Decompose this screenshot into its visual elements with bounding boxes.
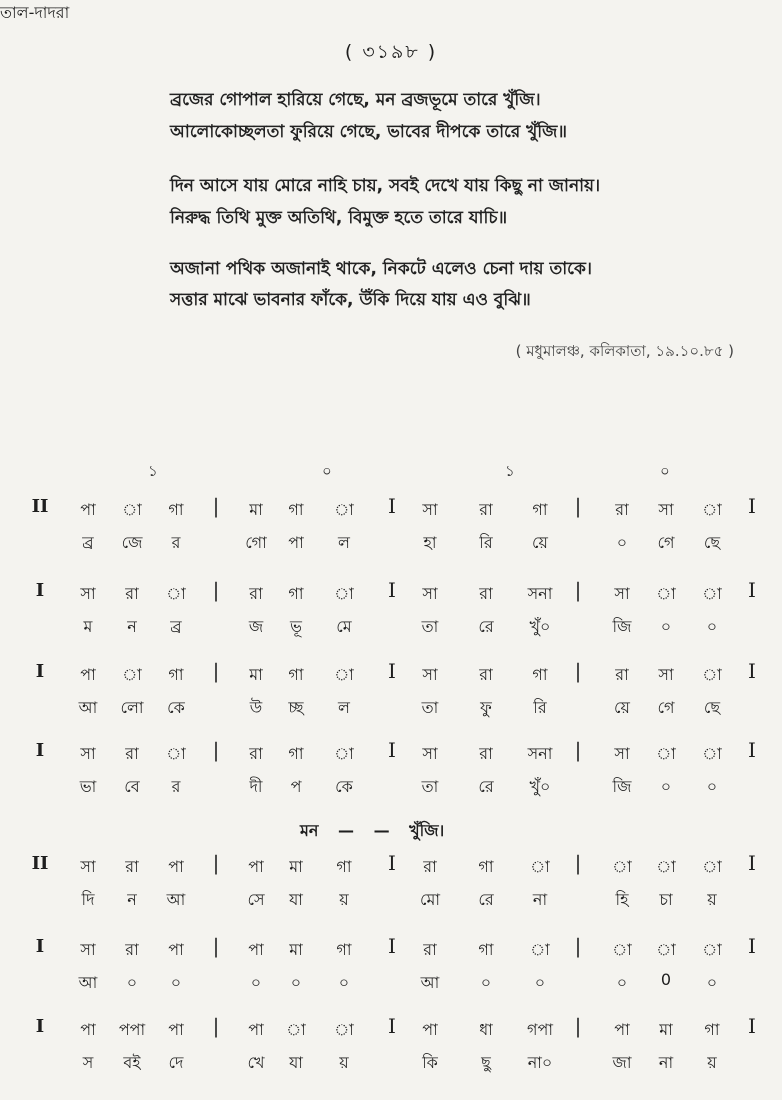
- lyric-syllable: জ: [248, 617, 264, 636]
- swara-note: সা: [422, 744, 438, 763]
- swara-note: া: [702, 857, 722, 876]
- row-marker: I: [35, 580, 45, 601]
- bar-separator: I: [748, 578, 756, 602]
- lyric-syllable: লো: [120, 698, 144, 717]
- swara-note: া: [702, 584, 722, 603]
- lyric-syllable: ল: [338, 533, 350, 552]
- swara-note: রা: [479, 744, 493, 763]
- verse-line: আলোকোচ্ছলতা ফুরিয়ে গেছে, ভাবের দীপকে তারে খুঁজি॥: [170, 122, 568, 142]
- swara-note: পা: [80, 500, 96, 519]
- swara-note: রা: [479, 584, 493, 603]
- lyric-syllable: স: [82, 1053, 94, 1072]
- verse-line: সত্তার মাঝে ভাবনার ফাঁকে, উঁকি দিয়ে যায় এও বুঝি॥: [170, 290, 531, 310]
- bar-separator: |: [574, 934, 582, 958]
- bar-separator: |: [574, 494, 582, 518]
- bar-separator: I: [388, 1014, 396, 1038]
- source-citation: ( মধুমালঞ্চ, কলিকাতা, ১৯.১০.৮৫ ): [515, 342, 734, 360]
- bar-separator: I: [388, 659, 396, 683]
- lyric-syllable: রে: [478, 617, 494, 636]
- lyric-syllable: য়: [339, 890, 349, 909]
- lyric-syllable: তা: [421, 698, 439, 717]
- bar-separator: I: [388, 738, 396, 762]
- lyric-syllable: হা: [423, 533, 437, 552]
- lyric-syllable: জা: [612, 1053, 632, 1072]
- swara-note: পা: [248, 857, 264, 876]
- lyric-syllable: আ: [166, 890, 186, 909]
- swara-note: গা: [704, 1020, 720, 1039]
- swara-note: সনা: [527, 744, 553, 763]
- swara-note: গা: [532, 500, 548, 519]
- swara-note: রা: [615, 665, 629, 684]
- lyric-syllable: আ: [78, 973, 98, 992]
- swara-note: রা: [125, 857, 139, 876]
- swara-note: সা: [614, 584, 630, 603]
- lyric-syllable: আ: [78, 698, 98, 717]
- swara-note: পপা: [118, 1020, 146, 1039]
- bar-separator: |: [574, 659, 582, 683]
- lyric-syllable: প: [290, 777, 302, 796]
- swara-note: সা: [658, 665, 674, 684]
- swara-note: পা: [168, 1020, 184, 1039]
- swara-note: রা: [125, 584, 139, 603]
- swara-note: মা: [249, 500, 263, 519]
- lyric-syllable: গে: [657, 533, 675, 552]
- lyric-syllable: খুঁ০: [529, 617, 551, 636]
- swara-note: া: [656, 744, 676, 763]
- swara-note: া: [656, 857, 676, 876]
- swara-note: রা: [249, 744, 263, 763]
- lyric-syllable: হি: [615, 890, 629, 909]
- swara-note: পা: [422, 1020, 438, 1039]
- lyric-syllable: ছে: [703, 533, 721, 552]
- swara-note: া: [334, 500, 354, 519]
- swara-note: রা: [615, 500, 629, 519]
- lyric-syllable: রে: [478, 777, 494, 796]
- lyric-syllable: ব্র: [82, 533, 94, 552]
- swara-note: া: [530, 857, 550, 876]
- swara-note: গা: [532, 665, 548, 684]
- lyric-syllable: ০: [660, 777, 672, 796]
- swara-note: সা: [614, 744, 630, 763]
- swara-note: া: [656, 940, 676, 959]
- bar-separator: I: [748, 851, 756, 875]
- swara-note: া: [122, 665, 142, 684]
- swara-note: রা: [479, 665, 493, 684]
- bar-separator: |: [212, 578, 220, 602]
- swara-note: া: [612, 940, 632, 959]
- lyric-syllable: আ: [420, 973, 440, 992]
- lyric-syllable: ফু: [480, 698, 492, 717]
- lyric-syllable: রে: [478, 890, 494, 909]
- lyric-syllable: ০: [660, 617, 672, 636]
- bar-separator: |: [212, 738, 220, 762]
- beat-marker: ১: [505, 462, 515, 480]
- lyric-syllable: ম: [83, 617, 93, 636]
- lyric-syllable: খুঁ০: [529, 777, 551, 796]
- swara-note: মা: [249, 665, 263, 684]
- swara-note: সা: [422, 500, 438, 519]
- bar-separator: I: [388, 851, 396, 875]
- swara-note: রা: [479, 500, 493, 519]
- lyric-syllable: দে: [168, 1053, 184, 1072]
- swara-note: া: [702, 665, 722, 684]
- page-number: ( ৩১৯৮ ): [344, 41, 438, 63]
- lyric-syllable: 0: [660, 970, 672, 989]
- lyric-syllable: ০: [706, 617, 718, 636]
- bar-separator: I: [388, 494, 396, 518]
- row-marker: I: [35, 936, 45, 957]
- lyric-syllable: ভা: [79, 777, 97, 796]
- lyric-syllable: ছে: [703, 698, 721, 717]
- lyric-syllable: ০: [706, 973, 718, 992]
- bar-separator: I: [748, 494, 756, 518]
- swara-note: া: [334, 1020, 354, 1039]
- bar-separator: |: [212, 1014, 220, 1038]
- swara-note: সা: [658, 500, 674, 519]
- lyric-syllable: সে: [247, 890, 265, 909]
- swara-note: া: [702, 500, 722, 519]
- beat-marker: ০: [660, 462, 670, 480]
- swara-note: রা: [249, 584, 263, 603]
- lyric-syllable: ০: [616, 973, 628, 992]
- lyric-syllable: উ: [249, 698, 263, 717]
- lyric-syllable: ০: [290, 973, 302, 992]
- lyric-syllable: রি: [533, 698, 547, 717]
- lyric-syllable: জি: [612, 777, 632, 796]
- swara-note: া: [530, 940, 550, 959]
- lyric-syllable: র: [171, 777, 181, 796]
- lyric-syllable: রি: [479, 533, 493, 552]
- swara-note: া: [702, 744, 722, 763]
- lyric-syllable: ০: [170, 973, 182, 992]
- lyric-syllable: না: [658, 1053, 674, 1072]
- swara-note: পা: [168, 857, 184, 876]
- swara-note: পা: [248, 940, 264, 959]
- refrain-line: মন — — খুঁজি।: [300, 821, 445, 840]
- swara-note: গা: [288, 744, 304, 763]
- lyric-syllable: না: [532, 890, 548, 909]
- lyric-syllable: চ্ছ: [288, 698, 304, 717]
- bar-separator: |: [212, 659, 220, 683]
- bar-separator: |: [574, 738, 582, 762]
- lyric-syllable: য়ে: [532, 533, 548, 552]
- lyric-syllable: ০: [534, 973, 546, 992]
- swara-note: রা: [423, 940, 437, 959]
- lyric-syllable: য়ে: [614, 698, 630, 717]
- lyric-syllable: তা: [421, 617, 439, 636]
- swara-note: মা: [289, 940, 303, 959]
- lyric-syllable: কে: [167, 698, 185, 717]
- lyric-syllable: দি: [81, 890, 95, 909]
- lyric-syllable: জে: [121, 533, 143, 552]
- lyric-syllable: ০: [616, 533, 628, 552]
- swara-note: সনা: [527, 584, 553, 603]
- lyric-syllable: যা: [289, 1053, 303, 1072]
- beat-marker: ১: [148, 462, 158, 480]
- lyric-syllable: ০: [706, 777, 718, 796]
- swara-note: গা: [168, 665, 184, 684]
- lyric-syllable: গো: [245, 533, 267, 552]
- bar-separator: I: [748, 934, 756, 958]
- lyric-syllable: ন: [127, 617, 137, 636]
- lyric-syllable: ন: [127, 890, 137, 909]
- swara-note: রা: [125, 940, 139, 959]
- bar-separator: |: [574, 1014, 582, 1038]
- bar-separator: |: [212, 851, 220, 875]
- swara-note: ধা: [479, 1020, 493, 1039]
- lyric-syllable: মো: [419, 890, 441, 909]
- swara-note: গা: [478, 940, 494, 959]
- swara-note: গা: [478, 857, 494, 876]
- swara-note: সা: [422, 665, 438, 684]
- bar-separator: I: [388, 934, 396, 958]
- swara-note: সা: [80, 744, 96, 763]
- swara-note: া: [122, 500, 142, 519]
- bar-separator: I: [748, 659, 756, 683]
- swara-note: পা: [80, 665, 96, 684]
- beat-marker: ০: [322, 462, 332, 480]
- swara-note: রা: [125, 744, 139, 763]
- swara-note: পা: [168, 940, 184, 959]
- lyric-syllable: ল: [338, 698, 350, 717]
- swara-note: পা: [614, 1020, 630, 1039]
- swara-note: রা: [423, 857, 437, 876]
- lyric-syllable: পা: [288, 533, 304, 552]
- swara-note: গা: [288, 665, 304, 684]
- row-marker: II: [31, 496, 49, 517]
- swara-note: গপা: [527, 1020, 553, 1039]
- swara-note: পা: [80, 1020, 96, 1039]
- swara-note: া: [166, 584, 186, 603]
- swara-note: মা: [659, 1020, 673, 1039]
- row-marker: I: [35, 740, 45, 761]
- bar-separator: I: [748, 1014, 756, 1038]
- swara-note: মা: [289, 857, 303, 876]
- lyric-syllable: র: [171, 533, 181, 552]
- lyric-syllable: যা: [289, 890, 303, 909]
- swara-note: া: [334, 665, 354, 684]
- lyric-syllable: তা: [421, 777, 439, 796]
- lyric-syllable: ০: [126, 973, 138, 992]
- bar-separator: |: [212, 934, 220, 958]
- lyric-syllable: ০: [480, 973, 492, 992]
- lyric-syllable: ছু: [481, 1053, 491, 1072]
- swara-note: সা: [422, 584, 438, 603]
- lyric-syllable: জি: [612, 617, 632, 636]
- swara-note: গা: [288, 500, 304, 519]
- bar-separator: I: [748, 738, 756, 762]
- bar-separator: |: [574, 851, 582, 875]
- swara-note: পা: [248, 1020, 264, 1039]
- swara-note: সা: [80, 584, 96, 603]
- verse-line: ব্রজের গোপাল হারিয়ে গেছে, মন ব্রজভূমে তারে খুঁজি।: [170, 90, 541, 110]
- swara-note: গা: [288, 584, 304, 603]
- lyric-syllable: গে: [657, 698, 675, 717]
- swara-note: া: [612, 857, 632, 876]
- swara-note: গা: [168, 500, 184, 519]
- swara-note: া: [334, 584, 354, 603]
- swara-note: া: [286, 1020, 306, 1039]
- lyric-syllable: য়: [707, 1053, 717, 1072]
- lyric-syllable: মে: [336, 617, 352, 636]
- lyric-syllable: বই: [123, 1053, 141, 1072]
- swara-note: সা: [80, 940, 96, 959]
- tala-label: তাল-দাদরা: [0, 3, 70, 22]
- bar-separator: |: [212, 494, 220, 518]
- row-marker: II: [31, 853, 49, 874]
- row-marker: I: [35, 661, 45, 682]
- lyric-syllable: ০: [338, 973, 350, 992]
- row-marker: I: [35, 1016, 45, 1037]
- lyric-syllable: ব্র: [170, 617, 182, 636]
- lyric-syllable: ভূ: [290, 617, 302, 636]
- bar-separator: |: [574, 578, 582, 602]
- lyric-syllable: য়: [339, 1053, 349, 1072]
- lyric-syllable: চা: [659, 890, 673, 909]
- verse-line: অজানা পথিক অজানাই থাকে, নিকটে এলেও চেনা দায় তাকে।: [170, 259, 592, 279]
- lyric-syllable: কে: [335, 777, 353, 796]
- swara-note: গা: [336, 940, 352, 959]
- swara-note: গা: [336, 857, 352, 876]
- swara-note: সা: [80, 857, 96, 876]
- lyric-syllable: না০: [527, 1053, 553, 1072]
- lyric-syllable: দী: [249, 777, 263, 796]
- lyric-syllable: বে: [124, 777, 140, 796]
- swara-note: া: [702, 940, 722, 959]
- bar-separator: I: [388, 578, 396, 602]
- lyric-syllable: ০: [250, 973, 262, 992]
- swara-note: া: [656, 584, 676, 603]
- swara-note: া: [334, 744, 354, 763]
- verse-line: দিন আসে যায় মোরে নাহি চায়, সবই দেখে যায় কিছু না জানায়।: [170, 176, 601, 196]
- lyric-syllable: য়: [707, 890, 717, 909]
- swara-note: া: [166, 744, 186, 763]
- lyric-syllable: কি: [422, 1053, 438, 1072]
- lyric-syllable: খে: [247, 1053, 265, 1072]
- verse-line: নিরুদ্ধ তিথি মুক্ত অতিথি, বিমুক্ত হতে তারে যাচি॥: [170, 208, 508, 228]
